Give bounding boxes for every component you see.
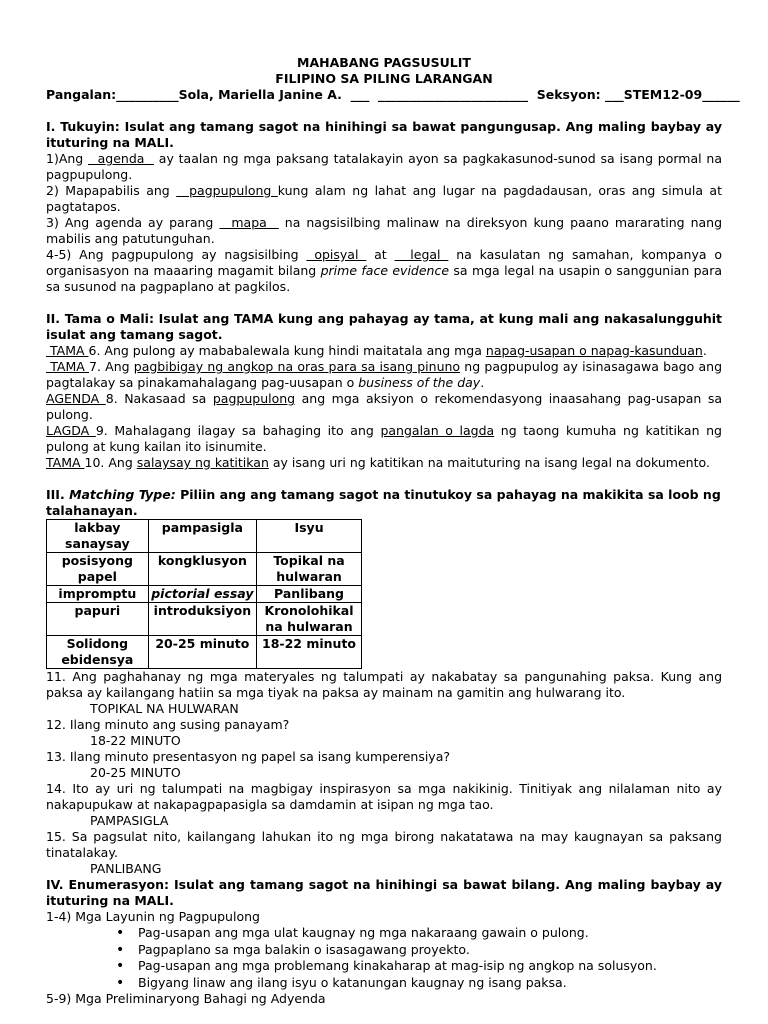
table-cell: pampasigla (148, 520, 256, 553)
table-row (47, 520, 362, 553)
list-item: • Bigyang linaw ang ilang isyu o katanungan kaugnay ng isang paksa. (138, 975, 722, 992)
table-row (47, 586, 362, 603)
answer-1: agenda (88, 151, 154, 166)
answer-14: PAMPASIGLA (90, 813, 169, 828)
question-15: 15. Sa pagsulat nito, kailangang lahukan ito ng mga birong nakatatawa na may kaugnayan sa paksang tinatalakay. (46, 829, 722, 860)
answer-2: pagpupulong (176, 183, 278, 198)
table-cell: impromptu (47, 586, 149, 603)
table-row (47, 636, 362, 669)
question-3: 3) Ang agenda ay parang mapa na nagsisilbing malinaw na direksyon kung paano mararating nang mabilis ang patutunguhan. (46, 215, 723, 246)
table-cell: pictorial essay (148, 586, 256, 603)
table-cell: lakbay sanaysay (47, 520, 149, 553)
table-cell: Kronolohikal na hulwaran (257, 603, 362, 636)
question-6: TAMA 6. Ang pulong ay mababalewala kung hindi maitatala ang mga napag-usapan o napag-kasunduan. (46, 343, 707, 358)
matching-table (46, 519, 362, 669)
answer-5: legal (394, 247, 449, 262)
answer-3: mapa (219, 215, 279, 230)
enumeration-5-9-label: 5-9) Mga Preliminaryong Bahagi ng Adyenda (46, 991, 326, 1006)
table-cell: Panlibang (257, 586, 362, 603)
table-cell: Isyu (257, 520, 362, 553)
question-4-5: 4-5) Ang pagpupulong ay nagsisilbing opisyal at legal na kasulatan ng samahan, kompanya o organisasyon na maaaring magamit bilang prime face evidence sa mga legal na usapin o sanggunian para sa susunod na pagpaplano at pagkilos. (46, 247, 723, 294)
table-cell: kongklusyon (148, 553, 256, 586)
table-cell: 20-25 minuto (148, 636, 256, 669)
table-cell: Topikal na hulwaran (257, 553, 362, 586)
exam-subtitle: FILIPINO SA PILING LARANGAN (275, 71, 493, 86)
answer-9: LAGDA (46, 423, 96, 438)
table-cell: introduksiyon (148, 603, 256, 636)
question-9: LAGDA 9. Mahalagang ilagay sa bahaging ito ang pangalan o lagda ng taong kumuha ng katitikan ng pulong at kung kailan ito isinumite. (46, 423, 722, 454)
part3-heading: III. Matching Type: Piliin ang ang tamang sagot na tinutukoy sa pahayag na makikita sa loob ng talahanayan. (46, 487, 721, 518)
answer-10: TAMA (46, 455, 85, 470)
answer-4: opisyal (306, 247, 367, 262)
objectives-list (46, 925, 722, 991)
part4-heading: IV. Enumerasyon: Isulat ang tamang sagot na hinihingi sa bawat bilang. Ang maling baybay ay ituturing na MALI. (46, 877, 722, 908)
question-12: 12. Ilang minuto ang susing panayam? (46, 717, 290, 732)
answer-8: AGENDA (46, 391, 106, 406)
table-cell: posisyong papel (47, 553, 149, 586)
answer-6: TAMA (46, 343, 89, 358)
question-11: 11. Ang paghahanay ng mga materyales ng talumpati ay nakabatay sa pangunahing paksa. Kung ang paksa ay kailangang hatiin sa mga tiyak na paksa ay mainam na gamitin ang hulwarang ito. (46, 669, 722, 700)
answer-13: 20-25 MINUTO (90, 765, 181, 780)
question-7: TAMA 7. Ang pagbibigay ng angkop na oras para sa isang pinuno ng pagpupulog ay isinasagawa bago ang pagtalakay sa pinakamahalagang pag-uusapan o business of the day. (46, 359, 723, 390)
question-2: 2) Mapapabilis ang pagpupulong kung alam ng lahat ang lugar na pagdadausan, oras ang simula at pagtatapos. (46, 183, 722, 214)
exam-content (46, 55, 740, 1007)
list-item: • Pagpaplano sa mga balakin o isasagawang proyekto. (138, 942, 722, 959)
table-row (47, 603, 362, 636)
exam-title: MAHABANG PAGSUSULIT (297, 55, 471, 70)
answer-7: TAMA (46, 359, 89, 374)
enumeration-1-4-label: 1-4) Mga Layunin ng Pagpupulong (46, 909, 260, 924)
answer-11: TOPIKAL NA HULWARAN (90, 701, 239, 716)
table-cell: Solidong ebidensya (47, 636, 149, 669)
table-cell: papuri (47, 603, 149, 636)
table-row (47, 553, 362, 586)
answer-12: 18-22 MINUTO (90, 733, 181, 748)
part2-heading: II. Tama o Mali: Isulat ang TAMA kung ang pahayag ay tama, at kung mali ang nakasalungguhit isulat ang tamang sagot. (46, 311, 722, 342)
list-item: • Pag-usapan ang mga problemang kinakaharap at mag-isip ng angkop na solusyon. (138, 958, 722, 975)
question-13: 13. Ilang minuto presentasyon ng papel sa isang kumperensiya? (46, 749, 450, 764)
question-1: 1)Ang agenda ay taalan ng mga paksang tatalakayin ayon sa pagkakasunod-sunod sa isang pormal na pagpupulong. (46, 151, 722, 182)
table-cell: 18-22 minuto (257, 636, 362, 669)
question-8: AGENDA 8. Nakasaad sa pagpupulong ang mga aksiyon o rekomendasyong inaasahang pag-usapan sa pulong. (46, 391, 722, 422)
part1-heading: I. Tukuyin: Isulat ang tamang sagot na hinihingi sa bawat pangungusap. Ang maling baybay ay ituturing na MALI. (46, 119, 722, 150)
list-item: • Pag-usapan ang mga ulat kaugnay ng mga nakaraang gawain o pulong. (138, 925, 722, 942)
name-section-line: Pangalan:__________Sola, Mariella Janine A. ___ ________________________ Seksyon: ___STEM12-09______ (46, 87, 740, 102)
question-14: 14. Ito ay uri ng talumpati na magbigay inspirasyon sa mga nakikinig. Tinitiyak ang nilalaman nito ay nakapupukaw at nakapagpapasigla sa damdamin at isipan ng mga tao. (46, 781, 722, 812)
question-10: TAMA 10. Ang salaysay ng katitikan ay isang uri ng katitikan na maituturing na isang legal na dokumento. (46, 455, 710, 470)
answer-15: PANLIBANG (90, 861, 162, 876)
